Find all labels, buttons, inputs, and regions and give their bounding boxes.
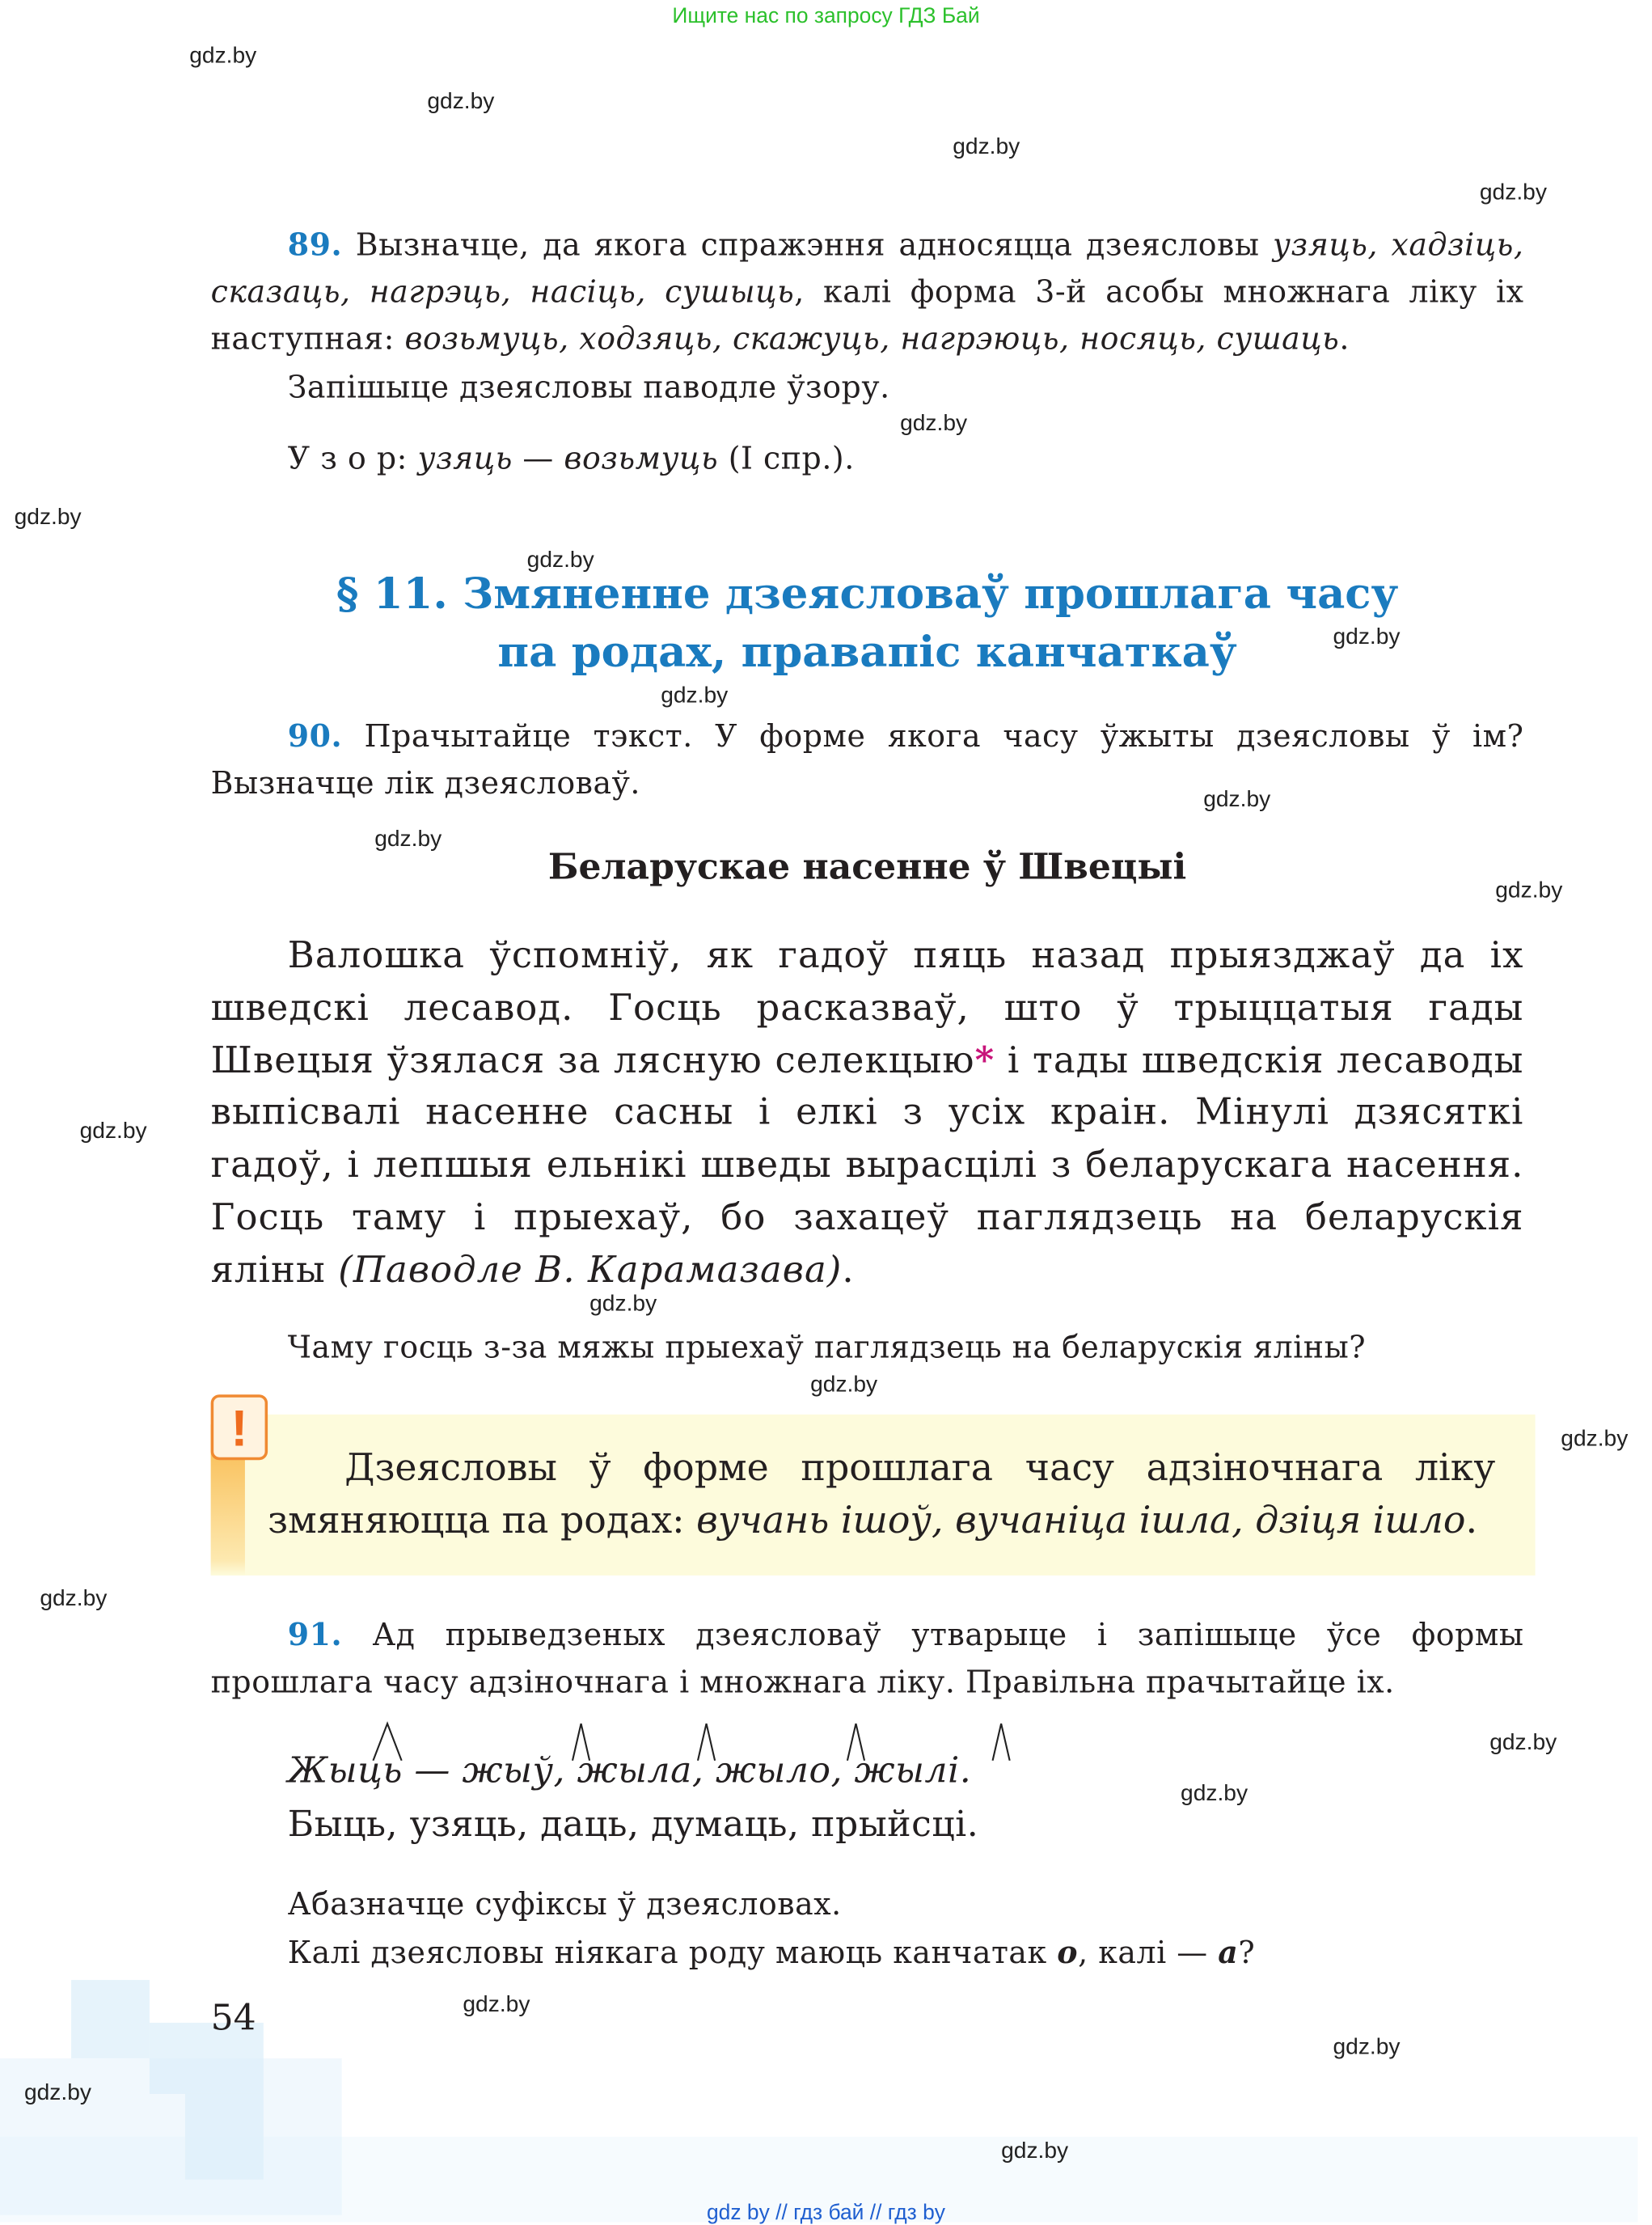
heading-line: § 11. Змяненне дзеясловаў прошлага часу xyxy=(336,569,1399,620)
text: Вызначце, да якога спражэння адносяцца дзеясловы xyxy=(342,227,1274,264)
task-line xyxy=(288,1930,1513,1977)
watermark: gdz.by xyxy=(1561,1427,1629,1452)
exercise-number: 91. xyxy=(287,1618,343,1654)
exercise-91 xyxy=(211,1613,1524,1707)
text: Ад прыведзеных дзеясловаў утварыце і запішыце ўсе формы прошлага часу адзіночнага і множнага ліку. Правільна прачытайце іх. xyxy=(210,1618,1524,1701)
watermark: gdz.by xyxy=(1333,625,1401,650)
watermark: gdz.by xyxy=(589,1292,657,1317)
watermark: gdz.by xyxy=(14,505,82,531)
story-text xyxy=(211,930,1524,1297)
text: , калі форма 3-й асобы множнага ліку іх наступная: xyxy=(210,274,1524,358)
text: . xyxy=(1465,1500,1478,1543)
watermark: gdz.by xyxy=(810,1373,878,1398)
italic-text: узяць xyxy=(417,441,513,478)
watermark: gdz.by xyxy=(40,1586,108,1611)
footer-links[interactable]: gdz by // гдз бай // гдз by xyxy=(706,2201,946,2225)
text: , калі — xyxy=(1078,1935,1219,1972)
watermark: gdz.by xyxy=(79,1119,147,1144)
italic-text: возьмуць, ходзяць, скажуць, нагрэюць, носяць, сушаць xyxy=(404,322,1340,358)
page-number: 54 xyxy=(210,1997,256,2039)
exercise-number: 89. xyxy=(287,227,343,264)
exclamation-icon: ! xyxy=(211,1394,268,1460)
italic-text: вучань ішоў, вучаніца ішла, дзіця ішло xyxy=(696,1500,1466,1543)
verb-list: Быць, узяць, даць, думаць, прыйсці. xyxy=(287,1803,979,1845)
exercise-90 xyxy=(211,713,1524,807)
text: Калі дзеясловы ніякага роду маюць канчатак xyxy=(287,1935,1058,1972)
exercise-number: 90. xyxy=(287,719,343,755)
watermark: gdz.by xyxy=(1333,2035,1401,2060)
ending-a: а xyxy=(1218,1935,1239,1972)
watermark: gdz.by xyxy=(427,89,495,114)
exercise-90-question: Чаму госць з-за мяжы прыехаў паглядзець на беларускія яліны? xyxy=(287,1330,1367,1366)
watermark: gdz.by xyxy=(463,1992,530,2017)
text: Прачытайце тэкст. У форме якога часу ўжыты дзеясловы ў ім? Вызначце лік дзеясловаў. xyxy=(210,719,1524,802)
watermark: gdz.by xyxy=(374,827,442,852)
text: — xyxy=(512,441,564,478)
footnote-star[interactable]: * xyxy=(974,1038,995,1082)
pattern-label: У з о р: xyxy=(287,441,418,478)
italic-text: узяць, хадзіць, сказаць, нагрэць, насіць, сушыць xyxy=(210,227,1524,311)
example-line: Жыць — жыў, жыла, жыло, жылі. xyxy=(287,1749,972,1791)
watermark: gdz.by xyxy=(189,44,257,69)
search-banner[interactable]: Ищите нас по запросу ГДЗ Бай xyxy=(672,4,980,29)
italic-text: возьмуць xyxy=(564,441,719,478)
source-citation: (Паводле В. Карамазава) xyxy=(338,1249,843,1292)
watermark: gdz.by xyxy=(526,548,594,573)
text: . xyxy=(842,1249,855,1292)
watermark: gdz.by xyxy=(1479,180,1547,205)
rule-text xyxy=(268,1443,1495,1548)
exercise-89-task: Запішыце дзеясловы паводле ўзору. xyxy=(287,370,890,406)
task-line: Абазначце суфіксы ў дзеясловах. xyxy=(287,1887,842,1923)
watermark: gdz.by xyxy=(1203,787,1271,812)
heading-line: па родах, правапіс канчаткаў xyxy=(497,628,1237,679)
watermark: gdz.by xyxy=(1181,1782,1249,1807)
story-title: Беларускае насенне ў Швецыі xyxy=(547,846,1187,888)
watermark: gdz.by xyxy=(900,411,968,436)
text: (I спр.). xyxy=(718,441,855,478)
watermark: gdz.by xyxy=(1001,2139,1069,2164)
watermark: gdz.by xyxy=(23,2081,91,2106)
watermark: gdz.by xyxy=(661,683,729,709)
text: Дзеясловы ў форме прошлага часу адзіночнага ліку змяняюцца па родах: xyxy=(268,1447,1496,1543)
text: і тады шведскія лесаводы выпісвалі насенне сасны і елкі з усіх краін. Мінулі дзясяткі гадоў, і лепшыя ельнікі шведы вырасцілі з беларускага насення. Госць таму і прыехаў, бо захацеў паглядзець на беларускія яліны xyxy=(210,1038,1524,1292)
ending-o: о xyxy=(1057,1935,1079,1972)
exercise-89 xyxy=(211,222,1524,363)
text: . xyxy=(1339,322,1350,358)
watermark: gdz.by xyxy=(1489,1730,1557,1755)
watermark: gdz.by xyxy=(1495,878,1563,903)
text: Валошка ўспомніў, як гадоў пяць назад прыязджаў да іх шведскі лесавод. Госць расказваў, што ў трыццатыя гады Швецыя ўзялася за лясную селекцыю xyxy=(210,934,1524,1082)
text: ? xyxy=(1238,1935,1256,1972)
exercise-89-pattern xyxy=(288,436,1513,483)
watermark: gdz.by xyxy=(953,135,1020,160)
section-heading xyxy=(211,565,1524,682)
